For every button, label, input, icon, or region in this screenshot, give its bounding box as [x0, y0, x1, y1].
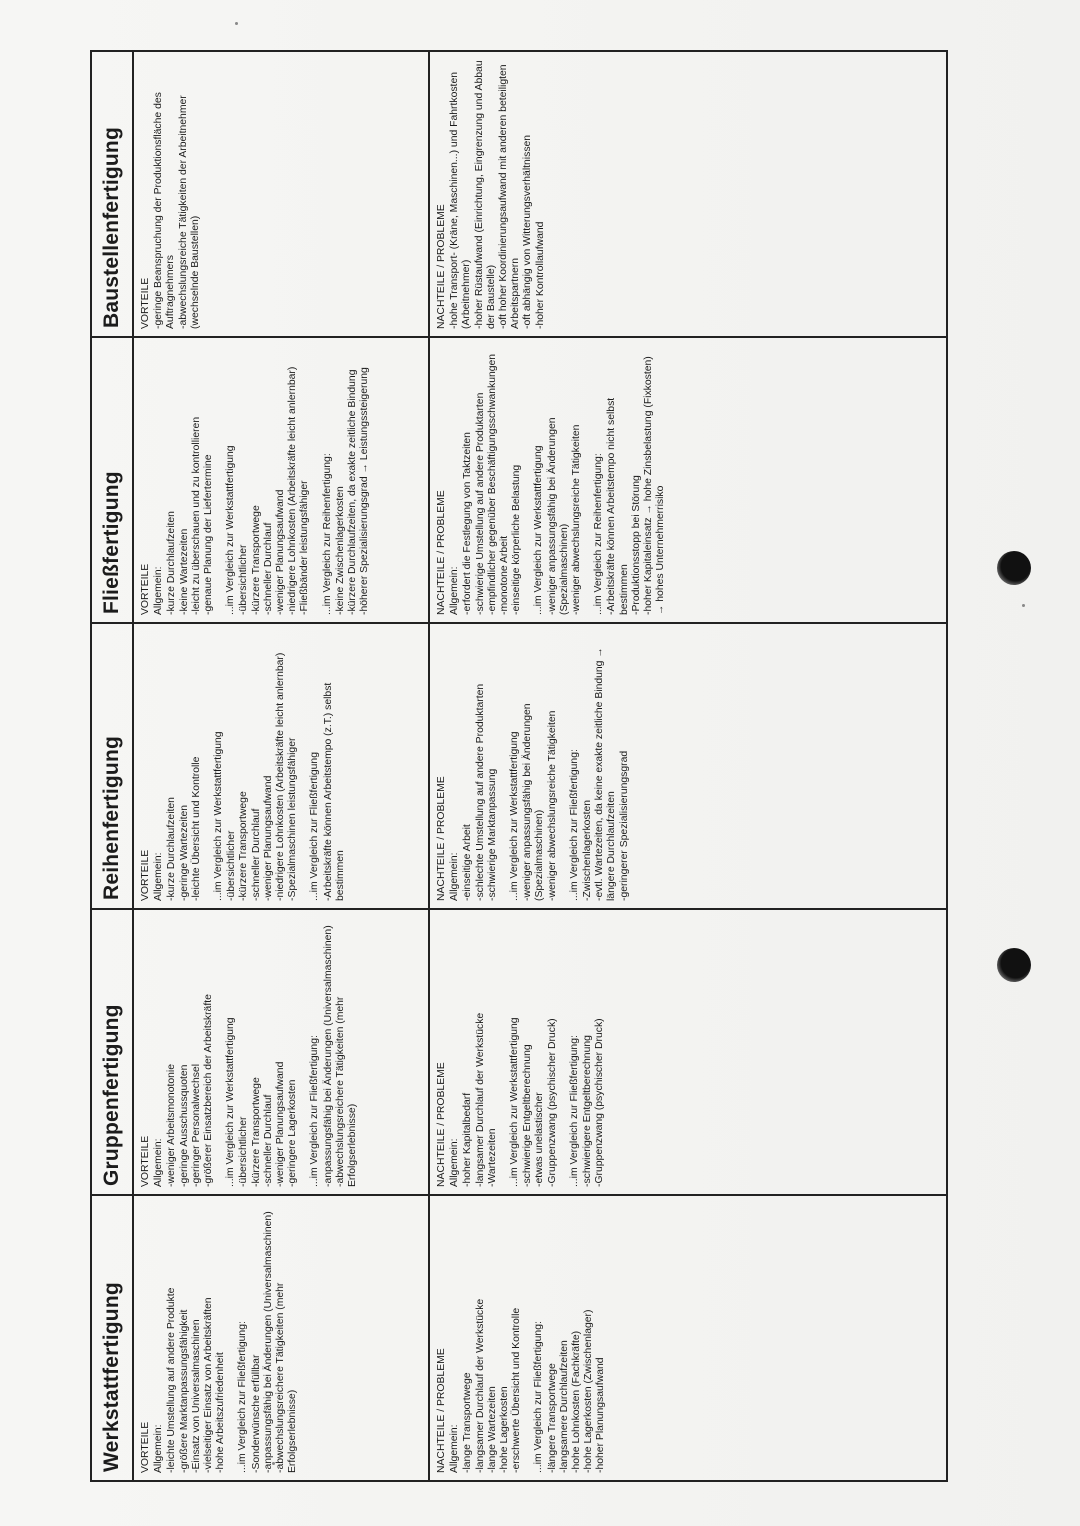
list-item: -Produktionsstopp bei Störung: [630, 475, 642, 615]
list-item: -geringerer Spezialisierungsgrad: [618, 750, 630, 901]
list-item: -leichte Umstellung auf andere Produkte: [166, 1287, 178, 1473]
group-heading: ...im Vergleich zur Werkstattfertigung: [509, 731, 521, 901]
punch-hole: [997, 948, 1031, 982]
list-item: -niedrigere Lohnkosten (Arbeitskräfte leicht anlernbar): [287, 366, 299, 615]
list-item: -genaue Planung der Liefertermine: [203, 454, 215, 615]
list-item: -größere Marktanpassungsfähigkeit: [178, 1309, 190, 1473]
punch-hole: [997, 551, 1031, 585]
list-item: -abwechslungsreiche Tätigkeiten der Arbeitnehmer (wechselnde Baustellen): [177, 95, 201, 329]
pros-cell: [133, 337, 429, 623]
list-item: -hoher Rüstaufwand (Einrichtung, Eingrenzung und Abbau der Baustelle): [473, 60, 497, 329]
list-item: -lange Transportwege: [462, 1372, 474, 1473]
group-heading: ...im Vergleich zur Werkstattfertigung: [509, 1017, 521, 1187]
list-item: -Sonderwünsche erfüllbar: [250, 1354, 262, 1473]
list-item: -hohe Lohnkosten (Fachkräfte): [571, 1330, 583, 1473]
list-item: -schwierige Entgeltberechnung: [522, 1044, 534, 1187]
list-item: -hoher Kapitalbedarf: [462, 1092, 474, 1187]
list-item: -geringer Personalwechsel: [190, 1063, 202, 1187]
list-item: -lange Wartezeiten: [486, 1386, 498, 1473]
list-item: -schwierigere Entgeltberechnung: [582, 1035, 594, 1187]
list-item: -empfindlicher gegenüber Beschäftigungsschwankungen: [486, 353, 498, 615]
list-item: -übersichtlicher: [238, 544, 250, 615]
scan-speck: [235, 22, 238, 25]
scan-speck: [1022, 604, 1025, 607]
list-item: -schwierige Umstellung auf andere Produktarten: [474, 392, 486, 615]
list-item: -hoher Planungsaufwand: [595, 1357, 607, 1473]
list-item: -kürzere Durchlaufzeiten, da exakte zeitliche Bindung: [347, 369, 359, 615]
group-heading: Allgemein:: [449, 1424, 461, 1473]
column-title: Fließfertigung: [91, 337, 133, 623]
list-item: -Spezialmaschinen leistungsfähiger: [287, 737, 299, 901]
list-item: -weniger abwechslungsreiche Tätigkeiten: [546, 710, 558, 901]
section-heading: NACHTEILE / PROBLEME: [436, 1348, 447, 1473]
list-item: -Arbeitskräfte können Arbeitstempo nicht selbst bestimmen: [606, 397, 630, 615]
column-title: Gruppenfertigung: [91, 909, 133, 1195]
list-item: -erfordert die Festlegung von Taktzeiten: [462, 432, 474, 615]
group-heading: Allgemein:: [153, 566, 165, 615]
list-item: -weniger anpassungsfähig bei Änderungen (Spezialmaschinen): [546, 417, 570, 615]
list-item: -kurze Durchlaufzeiten: [166, 797, 178, 901]
list-item: -Arbeitskräfte können Arbeitstempo (z.T.) selbst bestimmen: [322, 682, 346, 901]
list-item: -schlechte Umstellung auf andere Produktarten: [474, 683, 486, 901]
list-item: -weniger anpassungsfähig bei Änderungen (Spezialmaschinen): [522, 703, 546, 901]
group-heading: Allgemein:: [153, 1424, 165, 1473]
list-item: -schneller Durchlauf: [262, 522, 274, 615]
cons-cell: [429, 51, 947, 337]
list-item: -weniger Arbeitsmonotonie: [166, 1063, 178, 1187]
group-heading: Allgemein:: [449, 852, 461, 901]
list-item: -keine Wartezeiten: [178, 528, 190, 615]
list-item: -einseitige Arbeit: [462, 824, 474, 901]
list-item: -hohe Arbeitszufriedenheit: [215, 1352, 227, 1473]
comparison-table-rotated: [90, 50, 948, 1482]
list-item: -Fließbänder leistungsfähiger: [299, 480, 311, 615]
section-heading: NACHTEILE / PROBLEME: [436, 776, 447, 901]
list-item: -langsamere Durchlaufzeiten: [558, 1340, 570, 1473]
pros-cell: [133, 51, 429, 337]
list-item: -Einsatz von Universalmaschinen: [190, 1319, 202, 1473]
group-heading: ...im Vergleich zur Fließfertigung:: [237, 1321, 249, 1473]
column-title: Baustellenfertigung: [91, 51, 133, 337]
column-title: Reihenfertigung: [91, 623, 133, 909]
list-item: -etwas unelastischer: [534, 1092, 546, 1187]
list-item: -schneller Durchlauf: [262, 1094, 274, 1187]
group-heading: Allgemein:: [153, 852, 165, 901]
section-heading: VORTEILE: [140, 563, 151, 615]
list-item: -anpassungsfähig bei Änderungen (Universalmaschinen): [262, 1211, 274, 1473]
list-item: -höherer Spezialisierungsgrad → Leistungssteigerung: [359, 367, 371, 615]
list-item: -langsamer Durchlauf der Werkstücke: [474, 1012, 486, 1187]
list-item: -weniger Planungsaufwand: [275, 489, 287, 615]
group-heading: ...im Vergleich zur Fließfertigung: [309, 752, 321, 901]
list-item: -weniger Planungsaufwand: [275, 1061, 287, 1187]
cons-cell: [429, 1195, 947, 1481]
group-heading: Allgemein:: [153, 1138, 165, 1187]
section-heading: VORTEILE: [140, 849, 151, 901]
list-item: -Zwischenlagerkosten: [582, 799, 594, 901]
cons-row: [429, 51, 947, 1481]
list-item: -abwechslungsreichere Tätigkeiten (mehr Erfolgserlebnisse): [334, 996, 359, 1187]
group-heading: ...im Vergleich zur Werkstattfertigung: [533, 445, 545, 615]
list-item: -Wartezeiten: [486, 1128, 498, 1187]
list-item: -geringe Wartezeiten: [178, 804, 190, 901]
header-row: [91, 51, 133, 1481]
pros-row: [133, 51, 429, 1481]
list-item: -weniger Planungsaufwand: [262, 775, 274, 901]
list-item: -größerer Einsatzbereich der Arbeitskräfte: [203, 994, 215, 1187]
pros-cell: [133, 909, 429, 1195]
list-item: -hoher Kontrollaufwand: [534, 221, 546, 329]
list-item: -niedrigere Lohnkosten (Arbeitskräfte leicht anlernbar): [275, 652, 287, 901]
section-heading: NACHTEILE / PROBLEME: [436, 490, 447, 615]
list-item: -keine Zwischenlagerkosten: [334, 486, 346, 615]
list-item: -monotone Arbeit: [499, 535, 511, 615]
list-item: -geringere Lagerkosten: [287, 1079, 299, 1187]
section-heading: NACHTEILE / PROBLEME: [436, 204, 447, 329]
list-item: -oft hoher Koordinierungsaufwand mit anderen beteiligten Arbeitspartnern: [498, 64, 522, 329]
section-heading: VORTEILE: [140, 277, 151, 329]
group-heading: ...im Vergleich zur Fließfertigung:: [568, 749, 580, 901]
manufacturing-types-table: [90, 50, 948, 1482]
list-item: -anpassungsfähig bei Änderungen (Universalmaschinen): [322, 925, 334, 1187]
cons-cell: [429, 337, 947, 623]
list-item: -evtl. Wartezeiten, da keine exakte zeitliche Bindung → längere Durchlaufzeiten: [594, 647, 618, 901]
list-item: -langsamer Durchlauf der Werkstücke: [474, 1298, 486, 1473]
list-item: -weniger abwechslungsreiche Tätigkeiten: [571, 424, 583, 615]
list-item: -hohe Transport- (Kräne, Maschinen...) und Fahrtkosten (Arbeitnehmer): [449, 71, 473, 329]
section-heading: VORTEILE: [140, 1421, 151, 1473]
group-heading: ...im Vergleich zur Reihenfertigung:: [321, 453, 333, 615]
list-item: -kürzere Transportwege: [238, 791, 250, 901]
list-item: -längere Transportwege: [546, 1363, 558, 1473]
group-heading: ...im Vergleich zur Werkstattfertigung: [225, 445, 237, 615]
pros-cell: [133, 1195, 429, 1481]
group-heading: Allgemein:: [449, 1138, 461, 1187]
pros-cell: [133, 623, 429, 909]
list-item: -Gruppenzwang (psychischer Druck): [594, 1018, 606, 1187]
column-title: Werkstattfertigung: [91, 1195, 133, 1481]
group-heading: Allgemein:: [449, 566, 461, 615]
group-heading: ...im Vergleich zur Werkstattfertigung: [225, 1017, 237, 1187]
list-item: -vielseitiger Einsatz von Arbeitskräften: [203, 1297, 215, 1473]
list-item: -erschwerte Übersicht und Kontrolle: [511, 1307, 523, 1473]
list-item: -leicht zu überschauen und zu kontrollieren: [190, 416, 202, 615]
list-item: -kürzere Transportwege: [250, 505, 262, 615]
cons-cell: [429, 909, 947, 1195]
list-item: -schneller Durchlauf: [250, 808, 262, 901]
list-item: -Gruppenzwang (psychischer Druck): [546, 1018, 558, 1187]
cons-cell: [429, 623, 947, 909]
list-item: -schwierige Marktanpassung: [486, 768, 498, 901]
group-heading: ...im Vergleich zur Fließfertigung:: [533, 1321, 545, 1473]
list-item: -oft abhängig von Witterungsverhältnissen: [522, 134, 534, 329]
group-heading: ...im Vergleich zur Fließfertigung:: [568, 1035, 580, 1187]
group-heading: ...im Vergleich zur Reihenfertigung:: [593, 453, 605, 615]
list-item: -abwechslungsreichere Tätigkeiten (mehr Erfolgserlebnisse): [275, 1282, 299, 1473]
list-item: -hoher Kapitaleinsatz → hohe Zinsbelastung (Fixkosten) → hohes Unternehmerrisiko: [643, 356, 667, 615]
list-item: -übersichtlicher: [238, 1116, 250, 1187]
list-item: -leichte Übersicht und Kontrolle: [190, 756, 202, 901]
group-heading: ...im Vergleich zur Werkstattfertigung: [213, 731, 225, 901]
list-item: -kürzere Transportwege: [250, 1077, 262, 1187]
list-item: -hohe Lagerkosten (Zwischenlager): [583, 1309, 595, 1473]
list-item: -geringe Beanspruchung der Produktionsfläche des Auftragnehmers: [153, 92, 177, 329]
group-heading: ...im Vergleich zur Fließfertigung:: [309, 1035, 321, 1187]
list-item: -hohe Lagerkosten: [499, 1386, 511, 1473]
list-item: -einseitige körperliche Belastung: [511, 464, 523, 615]
list-item: -kurze Durchlaufzeiten: [166, 511, 178, 615]
section-heading: NACHTEILE / PROBLEME: [436, 1062, 447, 1187]
list-item: -übersichtlicher: [226, 830, 238, 901]
section-heading: VORTEILE: [140, 1135, 151, 1187]
list-item: -geringe Ausschussquoten: [178, 1064, 190, 1187]
